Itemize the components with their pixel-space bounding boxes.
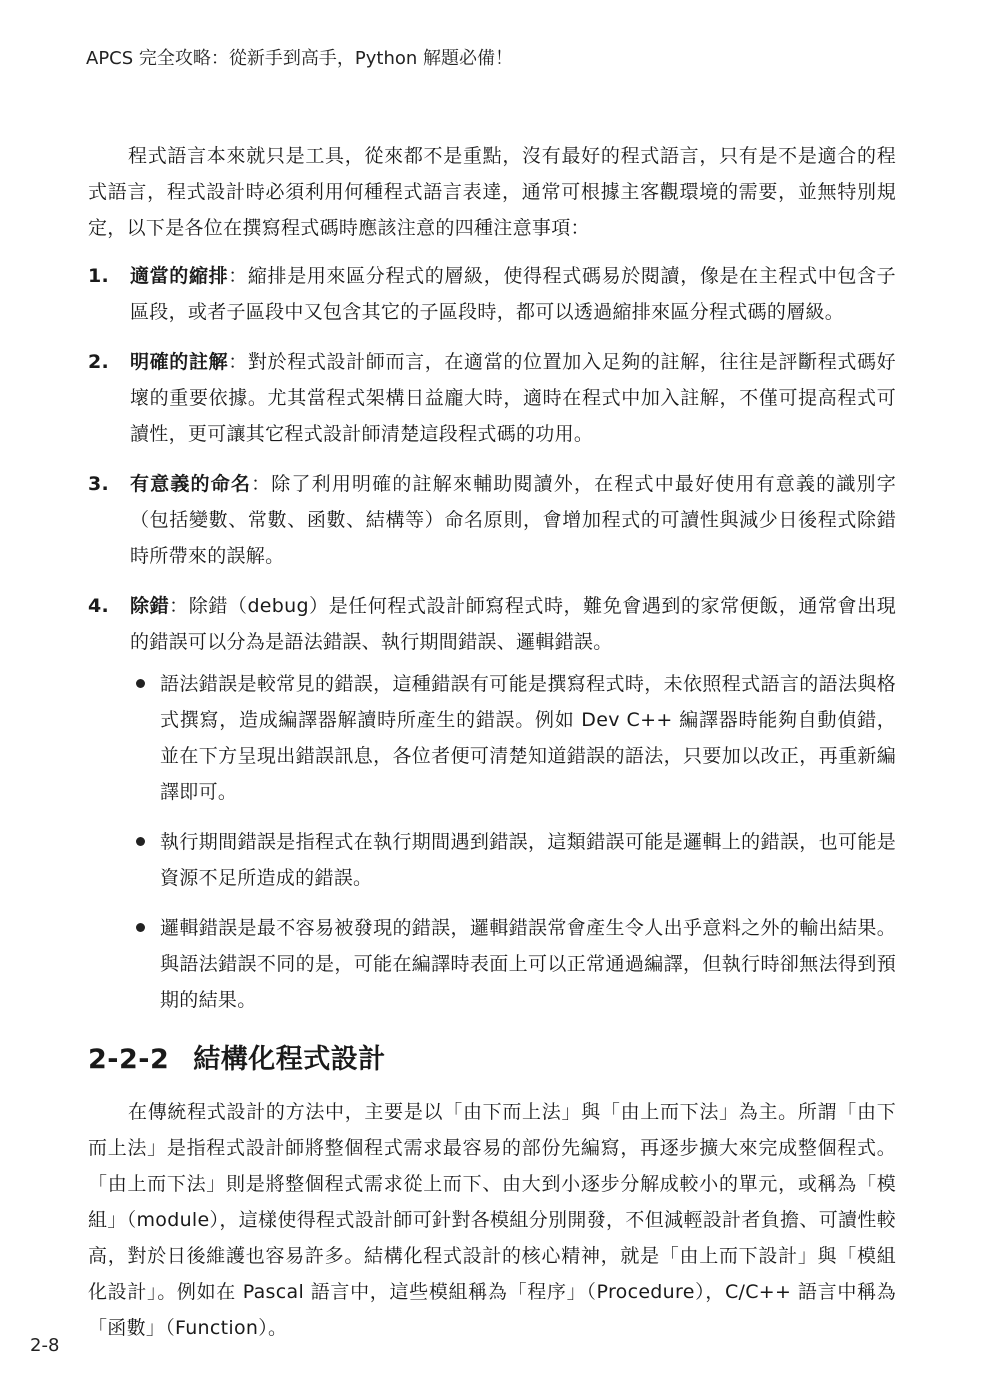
bullet-icon: [136, 679, 145, 688]
item-term: 除錯: [130, 595, 170, 617]
bullet-text: 語法錯誤是較常見的錯誤，這種錯誤有可能是撰寫程式時，未依照程式語言的語法與格式撰寫，造成編譯器解讀時所產生的錯誤。例如 Dev C++ 編譯器時能夠自動偵錯，並在下方呈現出錯誤訊息，各位者便可清楚知道錯誤的語法，只要加以改正，再重新編譯即可。: [160, 673, 896, 803]
item-text: ：除了利用明確的註解來輔助閱讀外，在程式中最好使用有意義的識別字（包括變數、常數、函數、結構等）命名原則，會增加程式的可讀性與減少日後程式除錯時所帶來的誤解。: [130, 473, 896, 567]
list-item: [88, 344, 896, 452]
running-header: APCS 完全攻略：從新手到高手，Python 解題必備！: [86, 48, 513, 69]
list-item: [88, 588, 896, 1018]
bullet-icon: [136, 923, 145, 932]
page-content: [88, 138, 896, 1346]
bullet-text: 邏輯錯誤是最不容易被發現的錯誤，邏輯錯誤常會產生令人出乎意料之外的輸出結果。與語法錯誤不同的是，可能在編譯時表面上可以正常通過編譯，但執行時卻無法得到預期的結果。: [160, 917, 896, 1011]
list-item: [88, 466, 896, 574]
item-term: 適當的縮排: [130, 265, 229, 287]
item-number: 3.: [88, 473, 110, 495]
item-text: ：縮排是用來區分程式的層級，使得程式碼易於閱讀，像是在主程式中包含子區段，或者子區段中又包含其它的子區段時，都可以透過縮排來區分程式碼的層級。: [130, 265, 896, 323]
item-text: ：對於程式設計師而言，在適當的位置加入足夠的註解，往往是評斷程式碼好壞的重要依據。尤其當程式架構日益龐大時，適時在程式中加入註解，不僅可提高程式可讀性，更可讓其它程式設計師清楚這段程式碼的功用。: [130, 351, 896, 445]
bullet-item: [130, 666, 896, 810]
section-title: 結構化程式設計: [193, 1044, 386, 1075]
list-item: [88, 258, 896, 330]
section-paragraph: 在傳統程式設計的方法中，主要是以「由下而上法」與「由上而下法」為主。所謂「由下而上法」是指程式設計師將整個程式需求最容易的部份先編寫，再逐步擴大來完成整個程式。「由上而下法」則是將整個程式需求從上而下、由大到小逐步分解成較小的單元，或稱為「模組」（module），這樣使得程式設計師可針對各模組分別開發，不但減輕設計者負擔、可讀性較高，對於日後維護也容易許多。結構化程式設計的核心精神，就是「由上而下設計」與「模組化設計」。例如在 Pascal 語言中，這些模組稱為「程序」（Procedure），C/C++ 語言中稱為「函數」（Function）。: [88, 1101, 896, 1339]
section-heading: [88, 1040, 896, 1080]
bullet-icon: [136, 837, 145, 846]
page-number: 2-8: [30, 1335, 60, 1356]
guideline-list: [88, 258, 896, 1018]
item-number: 4.: [88, 595, 110, 617]
section-number: 2-2-2: [88, 1044, 170, 1075]
item-number: 1.: [88, 265, 110, 287]
item-term: 有意義的命名: [130, 473, 252, 495]
item-text: ：除錯（debug）是任何程式設計師寫程式時，難免會遇到的家常便飯，通常會出現的錯誤可以分為是語法錯誤、執行期間錯誤、邏輯錯誤。: [130, 595, 896, 653]
item-number: 2.: [88, 351, 110, 373]
intro-paragraph: 程式語言本來就只是工具，從來都不是重點，沒有最好的程式語言，只有是不是適合的程式語言，程式設計時必須利用何種程式語言表達，通常可根據主客觀環境的需要，並無特別規定，以下是各位在撰寫程式碼時應該注意的四種注意事項：: [88, 145, 896, 239]
error-types-list: [130, 666, 896, 1018]
bullet-item: [130, 910, 896, 1018]
bullet-text: 執行期間錯誤是指程式在執行期間遇到錯誤，這類錯誤可能是邏輯上的錯誤，也可能是資源不足所造成的錯誤。: [160, 831, 896, 889]
bullet-item: [130, 824, 896, 896]
item-term: 明確的註解: [130, 351, 229, 373]
